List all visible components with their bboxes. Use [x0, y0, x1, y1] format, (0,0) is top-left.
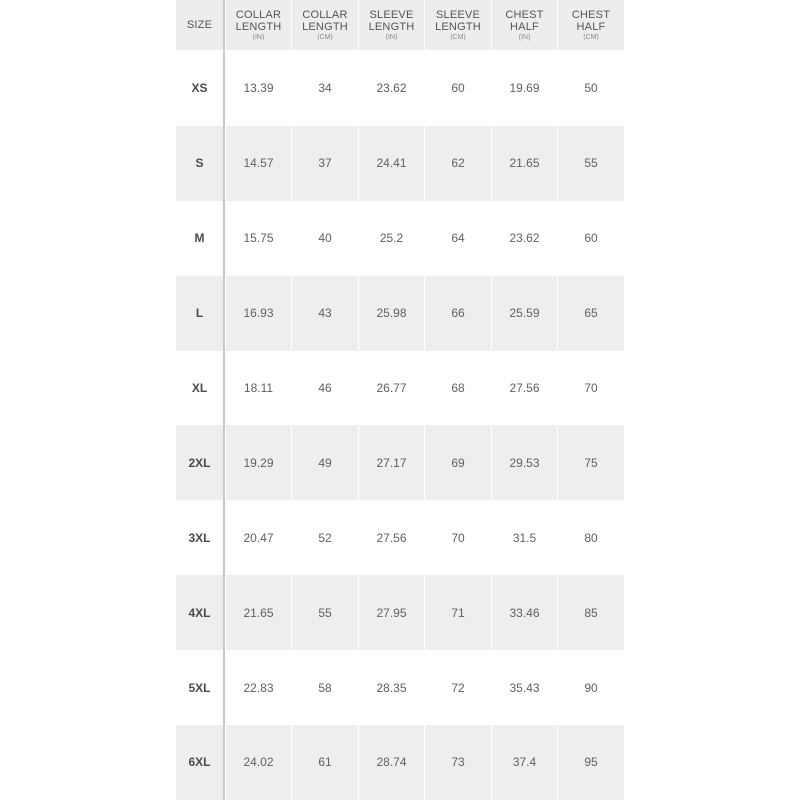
value-cell: 24.02	[225, 725, 291, 800]
value-cell: 60	[424, 51, 491, 126]
value-cell: 25.98	[358, 276, 424, 351]
size-cell: S	[176, 126, 225, 201]
value-cell: 27.56	[491, 351, 557, 426]
value-cell: 37	[291, 126, 358, 201]
value-cell: 34	[291, 51, 358, 126]
value-cell: 68	[424, 351, 491, 426]
value-cell: 65	[557, 276, 624, 351]
value-cell: 49	[291, 425, 358, 500]
size-cell: 3XL	[176, 500, 225, 575]
value-cell: 23.62	[491, 201, 557, 276]
size-cell: 2XL	[176, 425, 225, 500]
header-label-line2: LENGTH	[368, 20, 415, 33]
size-cell: 6XL	[176, 725, 225, 800]
value-cell: 13.39	[225, 51, 291, 126]
value-cell: 70	[557, 351, 624, 426]
header-label-line2: LENGTH	[235, 20, 282, 33]
value-cell: 61	[291, 725, 358, 800]
value-cell: 15.75	[225, 201, 291, 276]
header-unit: (CM)	[317, 33, 333, 41]
value-cell: 35.43	[491, 650, 557, 725]
value-cell: 46	[291, 351, 358, 426]
size-cell: XS	[176, 51, 225, 126]
header-unit: (IN)	[385, 33, 398, 41]
value-cell: 43	[291, 276, 358, 351]
value-cell: 55	[291, 575, 358, 650]
header-label-line2: HALF	[576, 20, 606, 33]
value-cell: 22.83	[225, 650, 291, 725]
header-label-line1: CHEST	[571, 8, 611, 21]
header-chest-half-cm	[557, 0, 624, 51]
header-label-line2: HALF	[510, 20, 539, 33]
value-cell: 70	[424, 500, 491, 575]
value-cell: 71	[424, 575, 491, 650]
value-cell: 14.57	[225, 126, 291, 201]
header-sleeve-length-in	[358, 0, 424, 51]
value-cell: 29.53	[491, 425, 557, 500]
value-cell: 64	[424, 201, 491, 276]
value-cell: 60	[557, 201, 624, 276]
header-label-line2: LENGTH	[302, 20, 348, 33]
size-cell: 4XL	[176, 575, 225, 650]
header-label-line1: COLLAR	[302, 8, 348, 21]
header-label-line2: LENGTH	[435, 20, 481, 33]
value-cell: 75	[557, 425, 624, 500]
value-cell: 95	[557, 725, 624, 800]
value-cell: 62	[424, 126, 491, 201]
value-cell: 27.17	[358, 425, 424, 500]
value-cell: 52	[291, 500, 358, 575]
header-label-line1: CHEST	[505, 8, 544, 21]
size-cell: XL	[176, 351, 225, 426]
value-cell: 69	[424, 425, 491, 500]
value-cell: 55	[557, 126, 624, 201]
value-cell: 37.4	[491, 725, 557, 800]
value-cell: 72	[424, 650, 491, 725]
value-cell: 19.29	[225, 425, 291, 500]
value-cell: 33.46	[491, 575, 557, 650]
header-unit: (IN)	[518, 33, 531, 41]
header-unit: (CM)	[450, 33, 466, 41]
value-cell: 85	[557, 575, 624, 650]
value-cell: 26.77	[358, 351, 424, 426]
header-chest-half-in	[491, 0, 557, 51]
value-cell: 66	[424, 276, 491, 351]
value-cell: 21.65	[491, 126, 557, 201]
value-cell: 20.47	[225, 500, 291, 575]
header-label-line1: COLLAR	[235, 8, 282, 21]
value-cell: 73	[424, 725, 491, 800]
header-label: SIZE	[186, 19, 213, 31]
header-sleeve-length-cm	[424, 0, 491, 51]
header-unit: (IN)	[252, 33, 265, 41]
value-cell: 50	[557, 51, 624, 126]
header-unit: (CM)	[583, 33, 599, 41]
size-chart-table	[176, 0, 624, 800]
value-cell: 28.35	[358, 650, 424, 725]
value-cell: 18.11	[225, 351, 291, 426]
size-cell: L	[176, 276, 225, 351]
value-cell: 23.62	[358, 51, 424, 126]
size-cell: 5XL	[176, 650, 225, 725]
value-cell: 25.59	[491, 276, 557, 351]
value-cell: 24.41	[358, 126, 424, 201]
value-cell: 31.5	[491, 500, 557, 575]
value-cell: 25.2	[358, 201, 424, 276]
value-cell: 80	[557, 500, 624, 575]
value-cell: 58	[291, 650, 358, 725]
header-collar-length-in	[225, 0, 291, 51]
header-size	[176, 0, 225, 51]
value-cell: 19.69	[491, 51, 557, 126]
header-label-line1: SLEEVE	[369, 8, 414, 21]
value-cell: 28.74	[358, 725, 424, 800]
value-cell: 90	[557, 650, 624, 725]
value-cell: 27.95	[358, 575, 424, 650]
value-cell: 40	[291, 201, 358, 276]
value-cell: 27.56	[358, 500, 424, 575]
value-cell: 16.93	[225, 276, 291, 351]
header-label-line1: SLEEVE	[435, 8, 480, 21]
header-collar-length-cm	[291, 0, 358, 51]
size-cell: M	[176, 201, 225, 276]
value-cell: 21.65	[225, 575, 291, 650]
